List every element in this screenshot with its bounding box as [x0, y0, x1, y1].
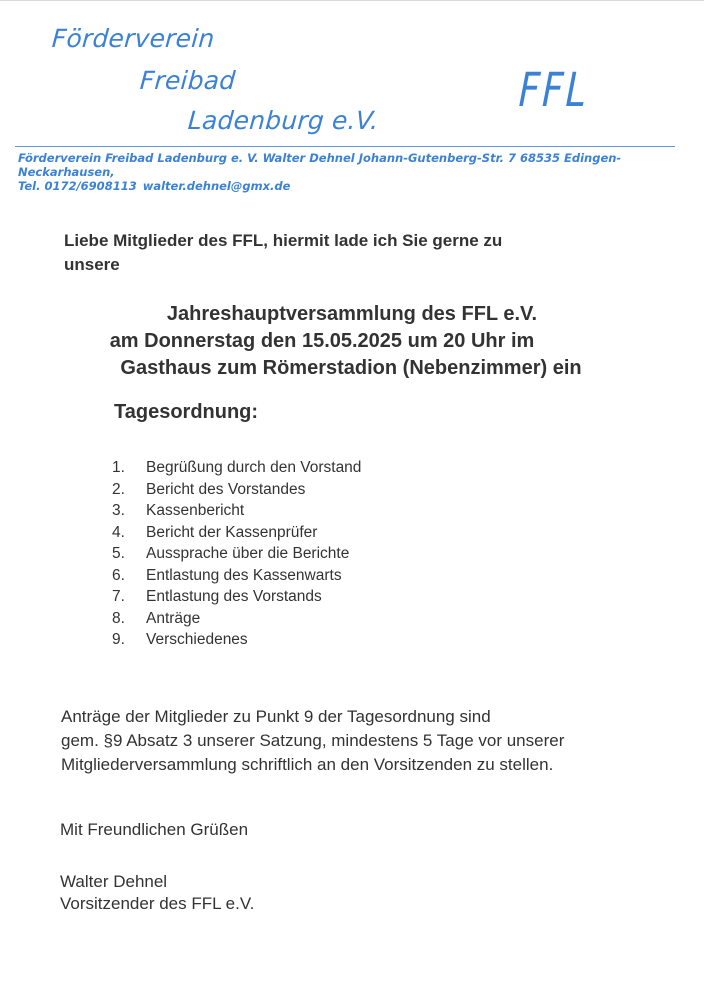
note-line: gem. §9 Absatz 3 unserer Satzung, mindestens 5 Tage vor unserer [61, 731, 565, 750]
meeting-announcement [0, 301, 704, 382]
agenda-heading: Tagesordnung: [114, 401, 259, 423]
contact-address-line: Neckarhausen, [18, 165, 115, 179]
agenda-item [112, 586, 361, 608]
note-line: Mitgliederversammlung schriftlich an den Vorsitzenden zu stellen. [61, 755, 554, 774]
agenda-item [112, 629, 361, 651]
logo-line-freibad: Freibad [138, 66, 237, 95]
meeting-location: Gasthaus zum Römerstadion (Nebenzimmer) ein [120, 357, 582, 379]
page-top-edge [0, 0, 704, 1]
agenda-item-text: Kassenbericht [146, 502, 245, 519]
agenda-item-number: 6. [112, 566, 125, 584]
logo-line-foerderverein: Förderverein [50, 24, 216, 53]
contact-phone-email-line [18, 179, 618, 193]
agenda-item-number: 5. [112, 545, 125, 562]
contact-phone: Tel. 0172/6908113 [18, 179, 137, 193]
agenda-item-number: 7. [112, 588, 125, 605]
agenda-item-number: 9. [112, 631, 125, 648]
agenda-item [112, 608, 361, 630]
motions-note [61, 705, 681, 777]
agenda-item-text: Entlastung des Kassenwarts [146, 566, 342, 584]
agenda-item [112, 457, 361, 479]
agenda-item [112, 543, 361, 565]
logo-line-ladenburg: Ladenburg e.V. [186, 106, 380, 135]
agenda-item-text: Verschiedenes [146, 631, 248, 648]
agenda-item [112, 500, 361, 522]
intro-line: Liebe Mitglieder des FFL, hiermit lade ich Sie gerne zu [64, 231, 503, 250]
agenda-item [112, 565, 361, 587]
signature-block [60, 871, 254, 915]
agenda-item [112, 479, 361, 501]
closing-greeting: Mit Freundlichen Grüßen [60, 820, 249, 839]
ffl-logo-mark: FFL [517, 63, 590, 118]
agenda-item-text: Entlastung des Vorstands [146, 588, 322, 605]
contact-email: walter.dehnel@gmx.de [142, 179, 291, 193]
agenda-item-text: Aussprache über die Berichte [146, 545, 350, 562]
note-line: Anträge der Mitglieder zu Punkt 9 der Tagesordnung sind [61, 707, 491, 726]
meeting-date-time: am Donnerstag den 15.05.2025 um 20 Uhr im [109, 330, 535, 352]
agenda-item-text: Bericht des Vorstandes [146, 480, 306, 498]
agenda-item-text: Anträge [146, 609, 201, 627]
intro-line: unsere [64, 255, 120, 274]
agenda-item-number: 2. [112, 480, 125, 498]
agenda-item-number: 8. [112, 609, 125, 627]
agenda-item-number: 1. [112, 459, 125, 476]
invitation-intro [64, 229, 624, 277]
agenda-item [112, 522, 361, 544]
agenda-item-text: Begrüßung durch den Vorstand [146, 459, 362, 476]
agenda-item-text: Bericht der Kassenprüfer [146, 523, 318, 541]
agenda-list [112, 457, 361, 651]
signer-name: Walter Dehnel [60, 872, 168, 891]
letterhead-contact [18, 151, 622, 193]
signer-role: Vorsitzender des FFL e.V. [60, 894, 255, 913]
letterhead-divider [15, 146, 675, 147]
agenda-item-number: 4. [112, 523, 125, 541]
agenda-item-number: 3. [112, 502, 125, 519]
contact-address-line: Förderverein Freibad Ladenburg e. V. Walter Dehnel Johann-Gutenberg-Str. 7 68535 Edingen- [18, 151, 622, 165]
meeting-title: Jahreshauptversammlung des FFL e.V. [166, 303, 538, 325]
